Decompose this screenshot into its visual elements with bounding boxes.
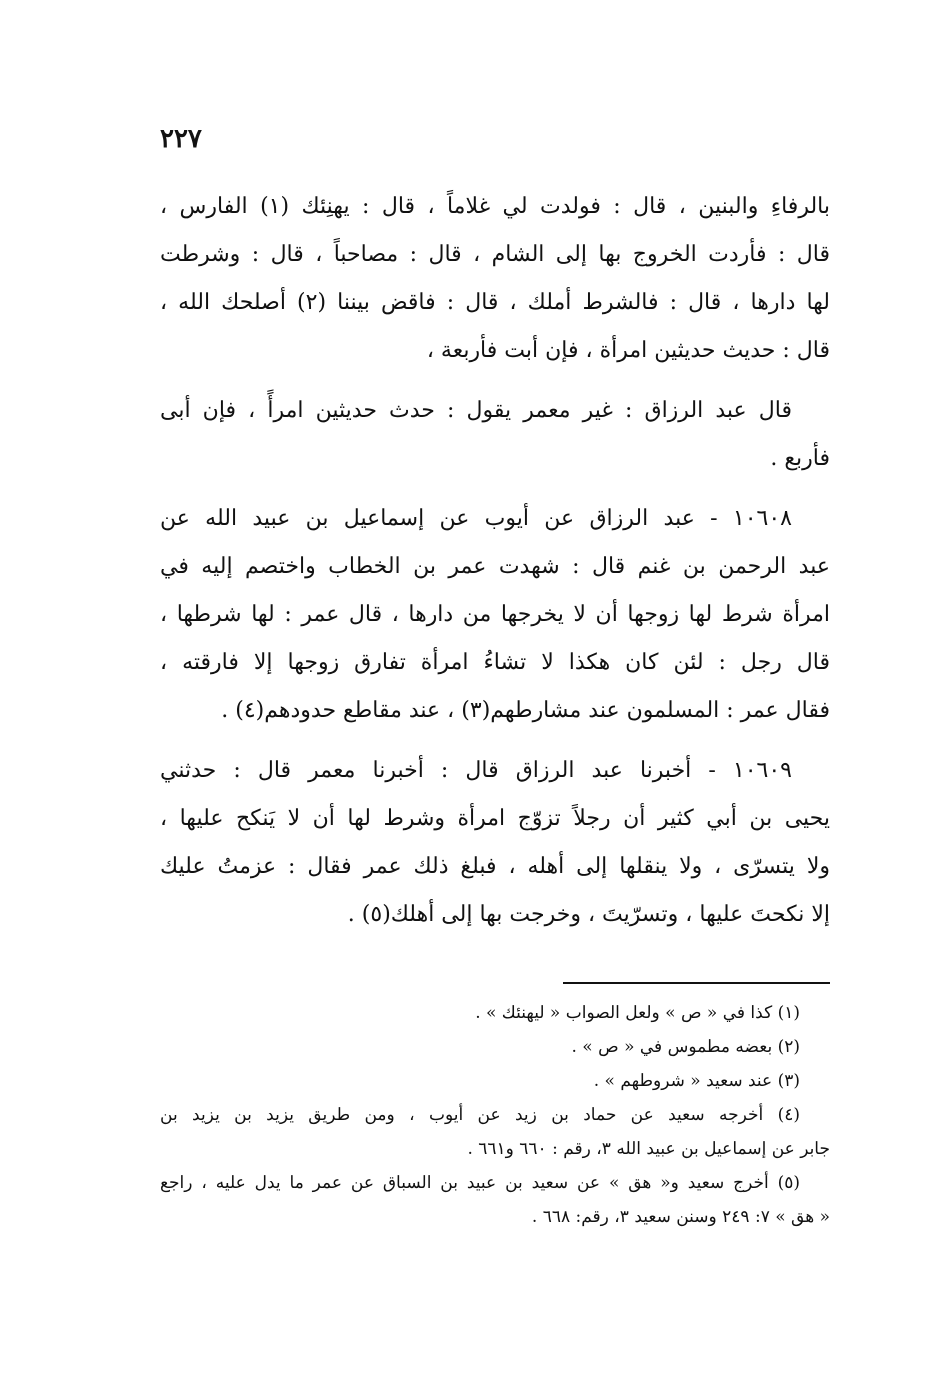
paragraph-2 [160,387,830,483]
text-line: قال رجل : لئن كان هكذا لا تشاءُ امرأة تفارق زوجها إلا فارقته ، [160,650,830,675]
footnote-4: (٤) أخرجه سعيد عن حماد بن زيد عن أيوب ، ومن طريق يزيد بن يزيد بن [160,1105,800,1125]
text-line: قال عبد الرزاق : غير معمر يقول : حدث حديثين امرأً ، فإن أبى [160,398,792,423]
paragraph-hadith-10609 [160,747,830,939]
text-line: قال : حديث حديثين امرأة ، فإن أبت فأربعة ، [426,338,830,363]
text-line: بالرفاءِ والبنين ، قال : فولدت لي غلاماً ، قال : يهنِئك (١) الفارس ، [160,194,830,219]
footnotes [160,996,830,1234]
footnote-5-continued: « هق » ٧: ٢٤٩ وسنن سعيد ٣، رقم: ٦٦٨ . [531,1207,830,1227]
text-line: قال : فأردت الخروج بها إلى الشام ، قال : مصاحباً ، قال : وشرطت [160,242,830,267]
footnote-2: (٢) بعضه مطموس في « ص » . [571,1037,800,1057]
footnote-3: (٣) عند سعيد « شروطهم » . [593,1071,800,1091]
paragraph-1 [160,183,830,375]
text-line: عبد الرحمن بن غنم قال : شهدت عمر بن الخطاب واختصم إليه في [160,554,830,579]
text-line: ١٠٦٠٨ - عبد الرزاق عن أيوب عن إسماعيل بن عبيد الله عن [160,506,792,531]
text-line: لها دارها ، قال : فالشرط أملك ، قال : فاقض بيننا (٢) أصلحك الله ، [160,290,830,315]
text-line: ١٠٦٠٩ - أخبرنا عبد الرزاق قال : أخبرنا معمر قال : حدثني [160,758,792,783]
main-text [160,183,830,951]
paragraph-hadith-10608 [160,495,830,735]
text-line: امرأة شرط لها زوجها أن لا يخرجها من دارها ، قال عمر : لها شرطها ، [160,602,830,627]
text-line: إلا نكحتَ عليها ، وتسرّيتَ ، وخرجت بها إلى أهلك(٥) . [347,902,830,927]
footnote-divider [563,982,830,984]
text-line: فأربع . [770,446,830,471]
text-line: يحيى بن أبي كثير أن رجلاً تزوّج امرأة وشرط لها أن لا يَنكح عليها ، [160,806,830,831]
text-line: ولا يتسرّى ، ولا ينقلها إلى أهله ، فبلغ ذلك عمر فقال : عزمتُ عليك [160,854,830,879]
footnote-5: (٥) أخرج سعيد و« هق » عن سعيد بن عبيد بن السباق عن عمر ما يدل عليه ، راجع [160,1173,800,1193]
text-line: فقال عمر : المسلمون عند مشارطهم(٣) ، عند مقاطع حدودهم(٤) . [221,698,830,723]
page-number: ٢٢٧ [160,124,202,154]
footnote-1: (١) كذا في « ص » ولعل الصواب « ليهنئك » . [475,1003,800,1023]
footnote-4-continued: جابر عن إسماعيل بن عبيد الله ٣، رقم : ٦٦٠ و٦٦١ . [467,1139,830,1159]
